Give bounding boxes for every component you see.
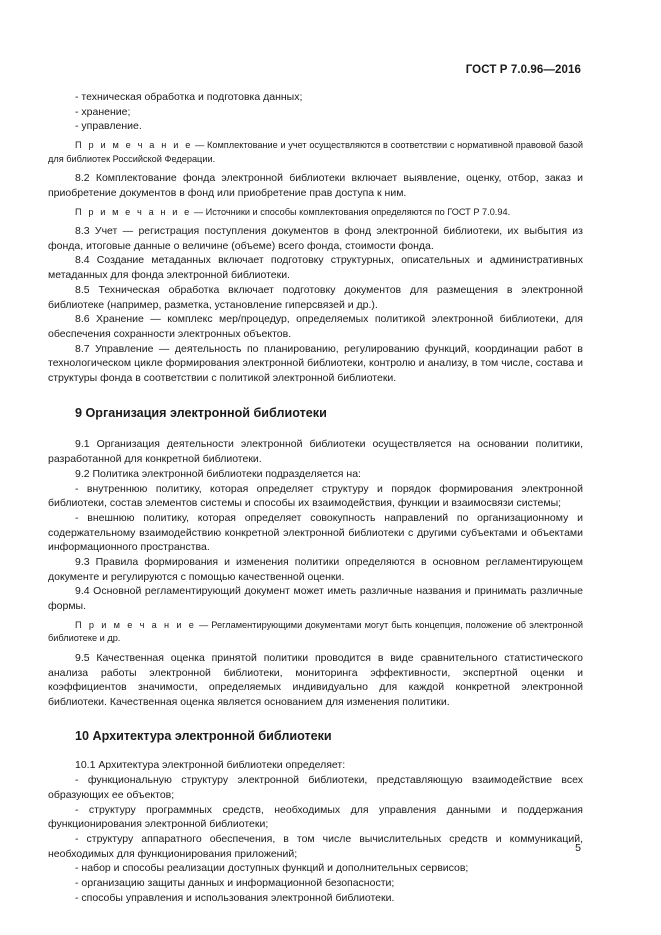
paragraph-8-7: 8.7 Управление — деятельность по планированию, регулированию функций, координации работ в технологическом цикле формирования электронной библиотеки, контролю и анализу, в том числе, состава и структуры фонда в соответствии с политикой электронной библиотеки. xyxy=(48,342,583,385)
list-item: - техническая обработка и подготовка данных; xyxy=(75,91,303,103)
note-1 xyxy=(48,139,583,166)
note-label: П р и м е ч а н и е xyxy=(75,619,196,630)
note-label: П р и м е ч а н и е xyxy=(75,140,193,151)
section-9-heading: 9 Организация электронной библиотеки xyxy=(75,405,327,420)
paragraph-8-5: 8.5 Техническая обработка включает подготовку документов для размещения в электронной библиотеке (например, разметка, установление гиперсвязей и др.). xyxy=(48,283,583,311)
paragraph-9-1: 9.1 Организация деятельности электронной библиотеки осуществляется на основании политики, разработанной для конкретной библиотеки. xyxy=(48,438,583,466)
note-text: — Регламентирующими документами могут быть концепция, положение об электронной библиотеке и др. xyxy=(48,619,584,644)
list-item: - функциональную структуру электронной библиотеки, представляющую взаимодействие всех образующих ее объектов; xyxy=(48,774,583,801)
paragraph-9-2: 9.2 Политика электронной библиотеки подразделяется на: xyxy=(75,467,361,480)
page-number: 5 xyxy=(575,842,581,854)
paragraph-9-5: 9.5 Качественная оценка принятой политики проводится в виде сравнительного статистического анализа работы электронной библиотеки, мониторинга эффективности, экспертной оценки и коэффициентов значимости, определяемых индивидуально для каждой конкретной электронной библиотеки. Качественная оценка является основанием для изменения политики. xyxy=(48,651,583,708)
paragraph-8-2: 8.2 Комплектование фонда электронной библиотеки включает выявление, оценку, отбор, заказ и приобретение документов в фонд или приобретение прав доступа к ним. xyxy=(48,172,583,199)
note-label: П р и м е ч а н и е xyxy=(75,206,192,217)
note-text: — Источники и способы комплектования определяются по ГОСТ Р 7.0.94. xyxy=(191,206,511,217)
list-item: - структуру программных средств, необходимых для управления данными и поддержания функционирования электронной библиотеки; xyxy=(48,803,583,831)
list-item: - внешнюю политику, которая определяет совокупность направлений по организационному и содержательному взаимодействию конкретной электронной библиотеки с другими субъектами и объектами информационного пространства. xyxy=(48,511,583,554)
note-3 xyxy=(48,619,583,646)
paragraph-9-3: 9.3 Правила формирования и изменения политики определяются в основном регламентирующем документе и регулируются с помощью качественной оценки. xyxy=(48,556,583,583)
list-item: - внутреннюю политику, которая определяет структуру и порядок формирования электронной библиотеки, состав элементов системы и способы их взаимодействия, функции и взаимосвязи системы; xyxy=(48,482,583,510)
list-item: - организацию защиты данных и информационной безопасности; xyxy=(75,877,395,890)
document-code: ГОСТ Р 7.0.96—2016 xyxy=(465,64,581,76)
note-text: — Комплектование и учет осуществляются в соответствии с нормативной правовой базой для библиотек Российской Федерации. xyxy=(48,140,583,164)
list-item: - хранение; xyxy=(75,105,131,118)
section-10-heading: 10 Архитектура электронной библиотеки xyxy=(75,728,332,743)
paragraph-9-4: 9.4 Основной регламентирующий документ может иметь различные названия и принимать различные формы. xyxy=(48,585,583,613)
note-2 xyxy=(48,206,583,220)
paragraph-8-4: 8.4 Создание метаданных включает подготовку структурных, описательных и административных метаданных для фонда электронной библиотеки. xyxy=(48,254,583,282)
list-item: - управление. xyxy=(75,120,142,133)
paragraph-8-3: 8.3 Учет — регистрация поступления документов в фонд электронной библиотеки, их выбытия из фонда, итоговые данные о величине (объеме) всего фонда, стоимости фонда. xyxy=(48,225,583,252)
page-body xyxy=(48,90,583,905)
list-item: - набор и способы реализации доступных функций и дополнительных сервисов; xyxy=(75,862,469,875)
paragraph-10-1: 10.1 Архитектура электронной библиотеки определяет: xyxy=(75,759,346,772)
list-item: - способы управления и использования электронной библиотеки. xyxy=(75,891,395,904)
list-item: - структуру аппаратного обеспечения, в том числе вычислительных средств и коммуникаций, необходимых для функционирования приложений; xyxy=(48,832,583,860)
paragraph-8-6: 8.6 Хранение — комплекс мер/процедур, определяемых политикой электронной библиотеки, для обеспечения сохранности электронных объектов. xyxy=(48,313,583,340)
